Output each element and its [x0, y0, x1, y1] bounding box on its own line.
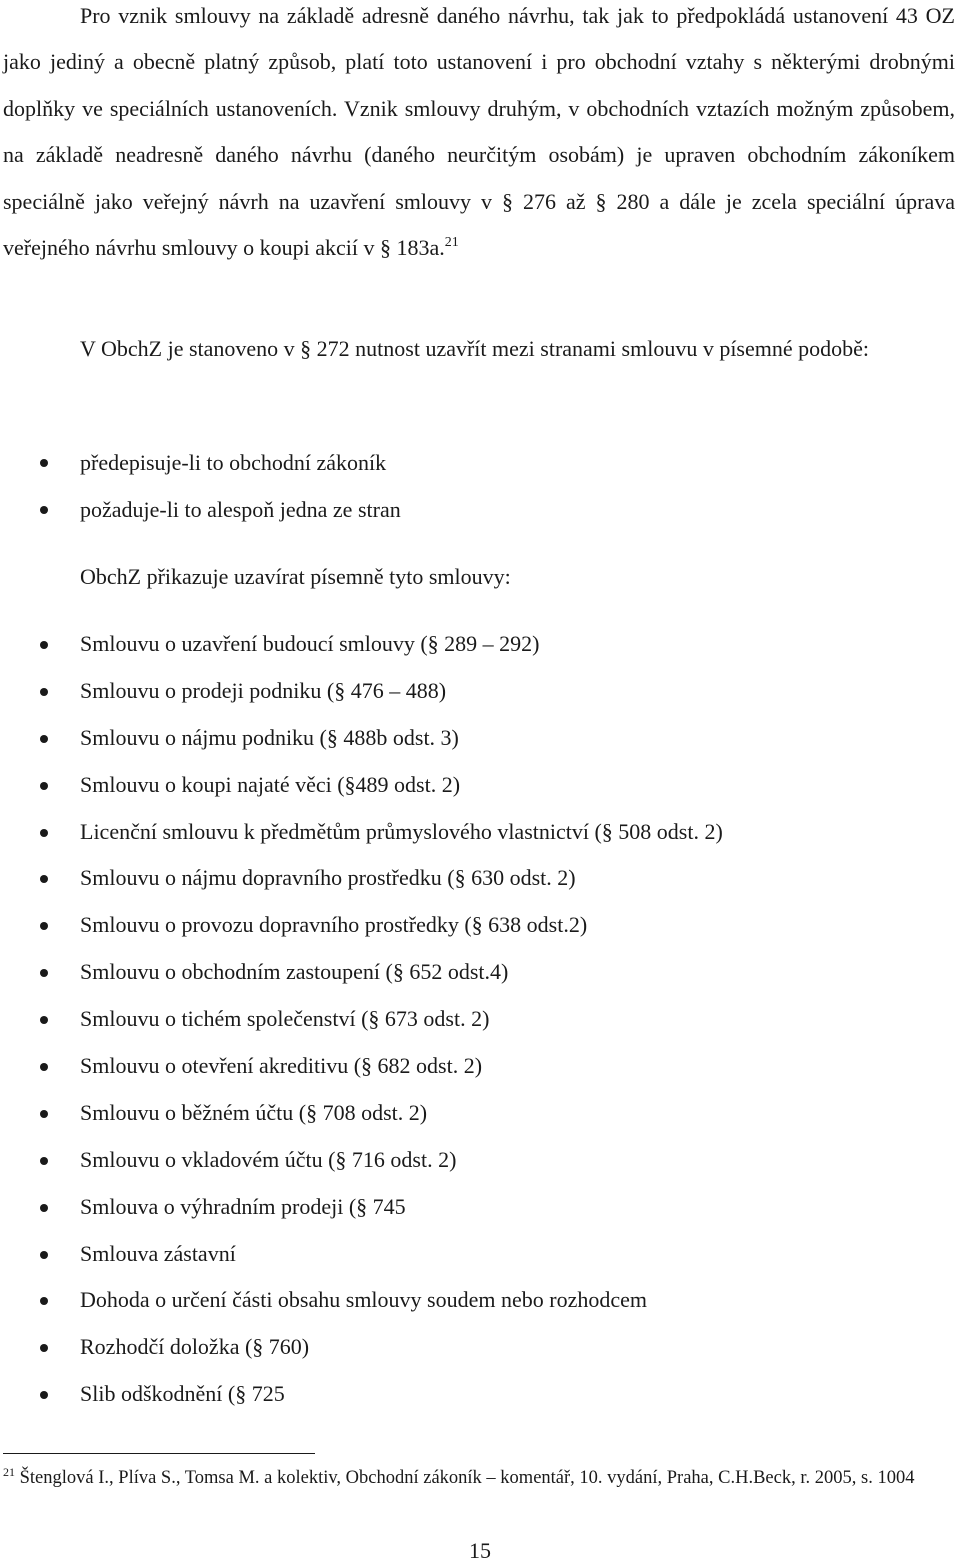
- bullet-icon: [40, 688, 48, 696]
- bullet-icon: [40, 1297, 48, 1305]
- bullet-icon: [40, 1344, 48, 1352]
- bullet-icon: [40, 1063, 48, 1071]
- list-item: Smlouva zástavní: [0, 1231, 940, 1278]
- list-item: Smlouvu o běžném účtu (§ 708 odst. 2): [0, 1090, 940, 1137]
- bullet-icon: [40, 1204, 48, 1212]
- list-item: Slib odškodnění (§ 725: [0, 1371, 940, 1418]
- bullet-icon: [40, 641, 48, 649]
- bullet-icon: [40, 1110, 48, 1118]
- page-number: 15: [469, 1538, 491, 1563]
- list-item: Smlouvu o uzavření budoucí smlouvy (§ 289 – 292): [0, 621, 940, 668]
- list-item: předepisuje-li to obchodní zákoník: [0, 440, 940, 487]
- bullet-icon: [40, 506, 48, 514]
- paragraph-written-form: [3, 326, 955, 372]
- contracts-list: [0, 621, 940, 1418]
- bullet-icon: [40, 969, 48, 977]
- paragraph-text: V ObchZ je stanoveno v § 272 nutnost uzavřít mezi stranami smlouvu v písemné podobě:: [80, 336, 870, 361]
- bullet-icon: [40, 1391, 48, 1399]
- list-item: Smlouvu o provozu dopravního prostředky (§ 638 odst.2): [0, 902, 940, 949]
- list-item: Smlouva o výhradním prodeji (§ 745: [0, 1184, 940, 1231]
- paragraph-text: Pro vznik smlouvy na základě adresně daného návrhu, tak jak to předpokládá ustanovení 43 OZ jako jediný a obecně platný způsob, platí toto ustanovení i pro obchodní vztahy s některými drobnými doplňky ve speciálních ustanoveních. Vznik smlouvy druhým, v obchodních vztazích možným způsobem, na základě neadresně daného návrhu (daného neurčitým osobám) je upraven obchodním zákoníkem speciálně jako veřejný návrh na uzavření smlouvy v § 276 až § 280 a dále je zcela speciální úprava veřejného návrhu smlouvy o koupi akcií v § 183a.: [3, 3, 955, 261]
- footnote-divider: [3, 1453, 315, 1454]
- contracts-intro: ObchZ přikazuje uzavírat písemně tyto smlouvy:: [80, 564, 511, 589]
- footnote: [3, 1466, 955, 1490]
- list-item: Smlouvu o prodeji podniku (§ 476 – 488): [0, 668, 940, 715]
- footnote-reference: 21: [444, 235, 459, 251]
- list-item: Smlouvu o tichém společenství (§ 673 odst. 2): [0, 996, 940, 1043]
- list-item: Smlouvu o vkladovém účtu (§ 716 odst. 2): [0, 1137, 940, 1184]
- bullet-icon: [40, 735, 48, 743]
- list-item: Smlouvu o nájmu podniku (§ 488b odst. 3): [0, 715, 940, 762]
- paragraph-contract-formation: [3, 0, 955, 271]
- list-item: Smlouvu o otevření akreditivu (§ 682 odst. 2): [0, 1043, 940, 1090]
- bullet-icon: [40, 459, 48, 467]
- footnote-text: Štenglová I., Plíva S., Tomsa M. a kolektiv, Obchodní zákoník – komentář, 10. vydání, Praha, C.H.Beck, r. 2005, s. 1004: [19, 1468, 915, 1488]
- conditions-list: [0, 440, 940, 534]
- list-item: požaduje-li to alespoň jedna ze stran: [0, 487, 940, 534]
- bullet-icon: [40, 875, 48, 883]
- list-item: Smlouvu o nájmu dopravního prostředku (§ 630 odst. 2): [0, 855, 940, 902]
- bullet-icon: [40, 829, 48, 837]
- list-item: Dohoda o určení části obsahu smlouvy soudem nebo rozhodcem: [0, 1277, 940, 1324]
- bullet-icon: [40, 782, 48, 790]
- footnote-number: 21: [3, 1465, 15, 1479]
- list-item: Rozhodčí doložka (§ 760): [0, 1324, 940, 1371]
- list-item: Smlouvu o obchodním zastoupení (§ 652 odst.4): [0, 949, 940, 996]
- list-item: Licenční smlouvu k předmětům průmyslového vlastnictví (§ 508 odst. 2): [0, 809, 940, 856]
- bullet-icon: [40, 1251, 48, 1259]
- bullet-icon: [40, 1016, 48, 1024]
- bullet-icon: [40, 922, 48, 930]
- bullet-icon: [40, 1157, 48, 1165]
- list-item: Smlouvu o koupi najaté věci (§489 odst. 2): [0, 762, 940, 809]
